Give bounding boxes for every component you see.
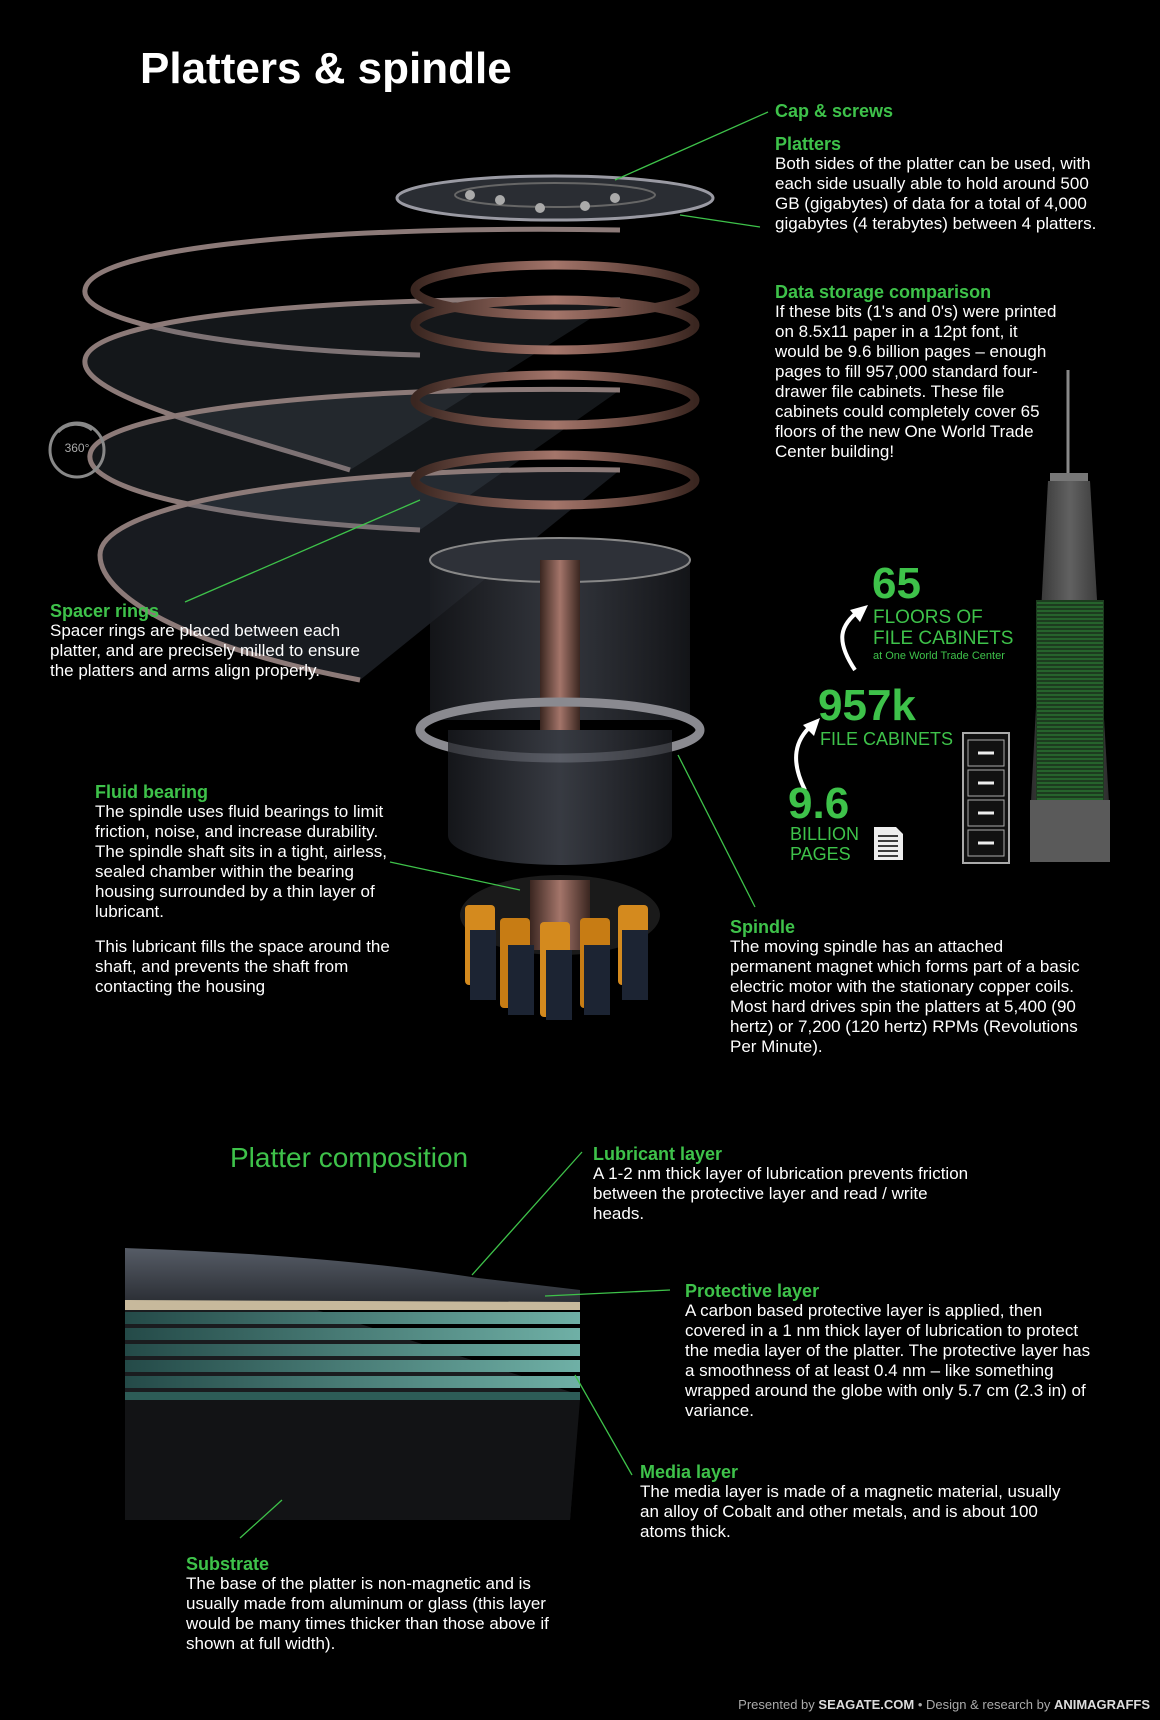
- platters-label: Platters: [775, 134, 842, 154]
- platter-cross-section: [125, 1248, 580, 1520]
- rotate-label[interactable]: 360°: [64, 441, 90, 455]
- design-by: Design & research by: [926, 1697, 1051, 1712]
- media-label: Media layer: [640, 1462, 739, 1482]
- floors-sub: at One World Trade Center: [873, 650, 1005, 662]
- presented-by: Presented by: [738, 1697, 815, 1712]
- tower-filled-floors: [1036, 600, 1104, 800]
- comparison-callout: [775, 282, 1065, 462]
- composition-title: Platter composition: [230, 1142, 469, 1173]
- protective-text: A carbon based protective layer is applied, then covered in a 1 nm thick layer of lubrication to protect the media layer of the platter. The protective layer has a smoothness of at least 0.4 nm – like something wrapped around the globe with only 5.7 cm (2.3 in) of variance.: [685, 1301, 1091, 1420]
- pages-label: [790, 824, 859, 864]
- bearing-housing: [420, 538, 700, 865]
- pages-label-line1: BILLION: [790, 824, 860, 844]
- comparison-text: If these bits (1's and 0's) were printed on 8.5x11 paper in a 12pt font, it would be 9.6 billion pages – enough pages to fill 957,000 standard four-drawer file cabinets. These file cabinets could completely cover 65 floors of the new One World Trade Center building!: [775, 302, 1057, 461]
- floors-label-line2: FILE CABINETS: [873, 628, 1014, 649]
- floors-number: 65: [872, 559, 921, 608]
- protective-label: Protective layer: [685, 1281, 820, 1301]
- file-cabinet-icon: [963, 733, 1009, 863]
- spacer-text: Spacer rings are placed between each platter, and are precisely milled to ensure the platters and arms align properly.: [50, 621, 360, 680]
- lubricant-label: Lubricant layer: [593, 1144, 723, 1164]
- protective-callout: [685, 1281, 1095, 1421]
- media-callout: [640, 1462, 1070, 1542]
- cabinets-number: 957k: [818, 681, 916, 730]
- spindle-label: Spindle: [730, 917, 796, 937]
- lubricant-text: A 1-2 nm thick layer of lubrication prevents friction between the protective layer and read / write heads.: [593, 1164, 969, 1223]
- arrow-to-floors: [842, 610, 860, 670]
- lubricant-callout: [593, 1144, 983, 1224]
- media-text: The media layer is made of a magnetic material, usually an alloy of Cobalt and other metals, and is about 100 atoms thick.: [640, 1482, 1061, 1541]
- platters-text: Both sides of the platter can be used, with each side usually able to hold around 500 GB (gigabytes) of data for a total of 4,000 gigabytes (4 terabytes) between 4 platters.: [775, 154, 1097, 233]
- footer-separator: •: [917, 1697, 923, 1712]
- floors-label-line1: FLOORS OF: [873, 607, 983, 628]
- spacer-label: Spacer rings: [50, 601, 160, 621]
- pages-number: 9.6: [788, 779, 850, 828]
- fluid-callout: [95, 782, 395, 997]
- pages-label-line2: PAGES: [790, 844, 851, 864]
- floors-label: [873, 607, 1013, 663]
- page-title: Platters & spindle: [140, 44, 512, 93]
- spacer-callout: [50, 601, 380, 681]
- spindle-callout: [730, 917, 1080, 1057]
- substrate-text: The base of the platter is non-magnetic and is usually made from aluminum or glass (this layer would be many times thicker than those above if shown at full width).: [186, 1574, 549, 1653]
- cap-screws: [397, 176, 713, 220]
- cabinets-label: FILE CABINETS: [820, 729, 954, 749]
- spindle-text: The moving spindle has an attached permanent magnet which forms part of a basic electric motor with the stationary copper coils. Most hard drives spin the platters at 5,400 (90 hertz) or 7,200 (120 hertz) RPMs (Revolutions Per Minute).: [730, 937, 1080, 1056]
- platters-callout: [775, 134, 1105, 234]
- footer-credits: [738, 1697, 1150, 1712]
- cap-screws-label: Cap & screws: [775, 101, 894, 121]
- motor-coils: [460, 875, 660, 1020]
- fluid-text-2: This lubricant fills the space around the shaft, and prevents the shaft from contacting the housing: [95, 937, 390, 996]
- comparison-label: Data storage comparison: [775, 282, 992, 302]
- fluid-label: Fluid bearing: [95, 782, 209, 802]
- animagraffs-link[interactable]: ANIMAGRAFFS: [1053, 1697, 1150, 1712]
- substrate-callout: [186, 1554, 571, 1654]
- document-page-icon: [874, 827, 903, 860]
- seagate-link[interactable]: SEAGATE.COM: [818, 1697, 915, 1712]
- substrate-label: Substrate: [186, 1554, 270, 1574]
- fluid-text-1: The spindle uses fluid bearings to limit friction, noise, and increase durability. The spindle shaft sits in a tight, airless, sealed chamber within the bearing housing surrounded by a thin layer of lubricant.: [95, 802, 387, 921]
